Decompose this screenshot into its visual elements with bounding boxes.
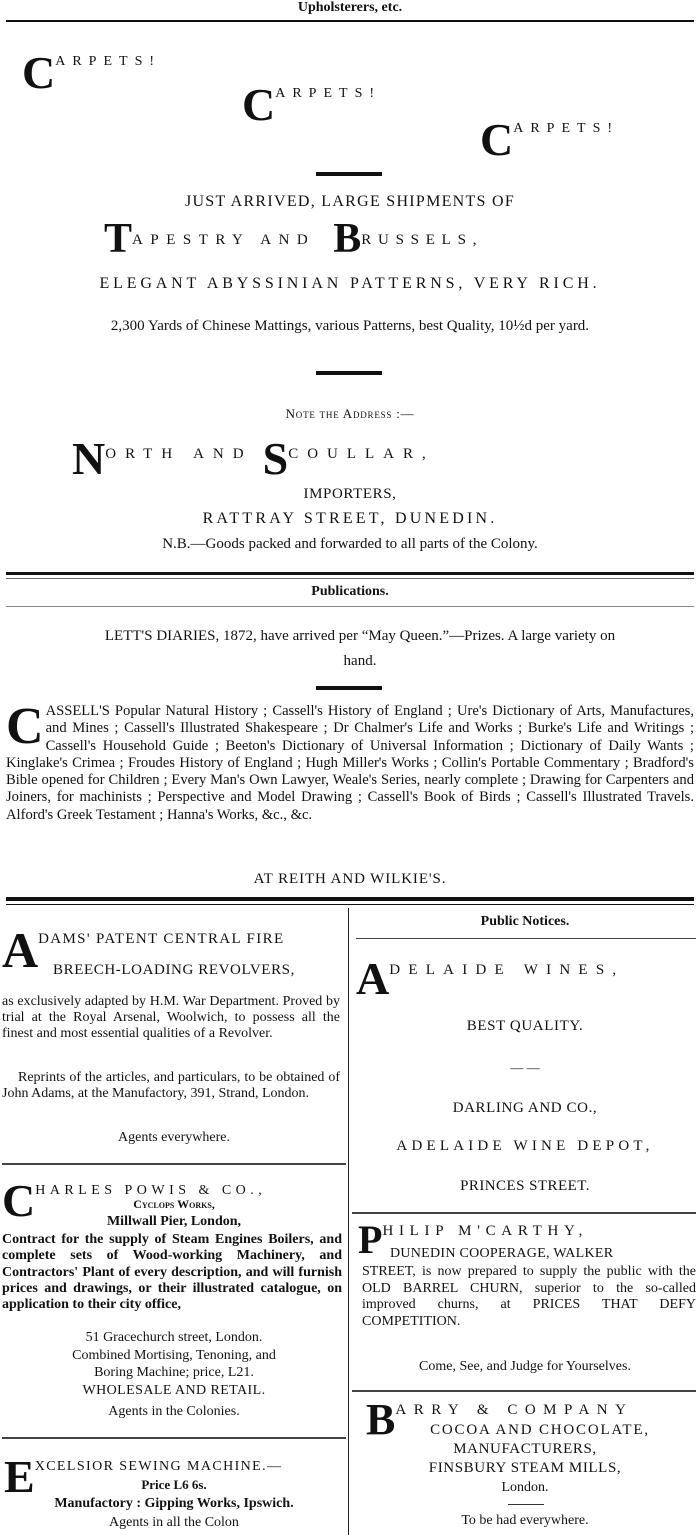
powis-wholesale: WHOLESALE AND RETAIL. bbox=[82, 1383, 266, 1398]
ad-separator bbox=[352, 1212, 696, 1214]
scoullar-initial: S bbox=[262, 433, 289, 484]
carpets-text-1: ARPETS! bbox=[55, 54, 162, 69]
brussels-rest: RUSSELS, bbox=[361, 232, 484, 248]
mccarthy-line2: DUNEDIN COOPERAGE, WALKER bbox=[390, 1246, 614, 1261]
carpets-heading-1 bbox=[22, 47, 162, 98]
publications-heading: Publications. bbox=[311, 584, 389, 599]
mccarthy-para: STREET, is now prepared to supply the public with the OLD BARREL CHURN, superior to the so-called improved churns, at PRICES THAT DEFY COMPETITION. bbox=[362, 1264, 696, 1329]
tapestry-initial: T bbox=[104, 216, 133, 262]
barry-initial: B bbox=[366, 1395, 396, 1444]
section-rule bbox=[6, 897, 694, 901]
barry-line3: MANUFACTURERS, bbox=[453, 1441, 597, 1457]
barry-line2: COCOA AND CHOCOLATE, bbox=[430, 1422, 650, 1438]
carpets-line1: JUST ARRIVED, LARGE SHIPMENTS OF bbox=[184, 193, 516, 210]
cassell-list bbox=[6, 698, 694, 824]
adelaide-depot: ADELAIDE WINE DEPOT, bbox=[396, 1138, 654, 1154]
section-header: Upholsterers, etc. bbox=[297, 0, 403, 15]
carpets-initial: C bbox=[480, 114, 514, 165]
excelsior-agents: Agents in all the Colon bbox=[109, 1515, 239, 1530]
importers: IMPORTERS, bbox=[303, 486, 397, 502]
adams-line2: BREECH-LOADING REVOLVERS, bbox=[53, 962, 295, 978]
carpets-line4: 2,300 Yards of Chinese Mattings, various Patterns, best Quality, 10½d per yard. bbox=[110, 318, 590, 334]
powis-agents: Agents in the Colonies. bbox=[108, 1404, 240, 1419]
adelaide-best: BEST QUALITY. bbox=[466, 1018, 584, 1034]
barry-line5: London. bbox=[501, 1480, 549, 1495]
mccarthy-initial: P bbox=[358, 1217, 383, 1262]
adelaide-dash: — — bbox=[510, 1060, 540, 1075]
powis-millwall: Millwall Pier, London, bbox=[106, 1214, 242, 1229]
north-initial: N bbox=[72, 433, 106, 484]
section-rule bbox=[6, 578, 694, 579]
carpets-heading-3 bbox=[480, 114, 620, 165]
column-divider bbox=[348, 908, 349, 1535]
barry-line4: FINSBURY STEAM MILLS, bbox=[428, 1460, 622, 1476]
north-rest: ORTH AND bbox=[105, 446, 253, 462]
adelaide-heading bbox=[356, 953, 625, 1004]
adelaide-initial: A bbox=[356, 953, 390, 1004]
letts-diaries: LETT'S DIARIES, 1872, have arrived per “May Queen.”—Prizes. A large variety on hand. bbox=[104, 628, 616, 669]
adams-agents: Agents everywhere. bbox=[118, 1130, 230, 1145]
mccarthy-line1: HILIP M'CARTHY, bbox=[382, 1223, 589, 1239]
divider bbox=[316, 371, 382, 375]
tapestry-brussels-line bbox=[104, 218, 483, 260]
cassell-text: ASSELL'S Popular Natural History ; Cassell's History of England ; Ure's Dictionary of Arts, Manufactures, and Mines ; Cassell's Illustrated Shakespeare ; Dr Chalmer's Life and Works ; Burke's Life and Writings ; Cassell's Household Guide ; Beeton's Dictionary of Universal Information ; Dictionary of Daily Wants ; Kinglake's Crimea ; Froudes History of England ; Hugh Miller's Works ; Collin's Portable Commentary ; Bradford's Bible opened for Children ; Every Man's Own Lawyer, Weale's Series, nearly complete ; Drawing for Carpenters and Joiners, for machinists ; Perspective and Model Drawing ; Cassell's Book of Birds ; Cassell's Illustrated Travels. Alford's Greek Testament ; Hanna's Works, &c., &c. bbox=[6, 703, 694, 823]
adams-para2: Reprints of the articles, and particulars, to be obtained of John Adams, at the Manufactory, 391, Strand, London. bbox=[2, 1070, 340, 1101]
divider bbox=[508, 1504, 544, 1505]
excelsior-line1: XCELSIOR SEWING MACHINE.— bbox=[34, 1459, 283, 1474]
carpets-text-2: ARPETS! bbox=[275, 86, 382, 101]
heading-rule bbox=[6, 606, 694, 607]
section-rule bbox=[6, 904, 694, 905]
reith-wilkie: AT REITH AND WILKIE'S. bbox=[253, 871, 447, 887]
brussels-initial: B bbox=[333, 216, 362, 262]
powis-combined1: Combined Mortising, Tenoning, and bbox=[72, 1348, 276, 1363]
powis-cyclops: Cyclops Works, bbox=[133, 1197, 215, 1211]
adams-initial: A bbox=[2, 922, 39, 978]
powis-para: Contract for the supply of Steam Engines Boilers, and complete sets of Wood-working Machinery, and Contractors' Plant of every description, and will furnish prices and drawings, or their illustrated catalogue, on application to their city office, bbox=[2, 1232, 342, 1313]
carpets-heading-2 bbox=[242, 79, 382, 130]
header-rule bbox=[6, 20, 694, 22]
ad-separator bbox=[352, 1390, 696, 1392]
ad-separator bbox=[2, 1163, 346, 1165]
barry-line6: To be had everywhere. bbox=[461, 1513, 589, 1528]
divider bbox=[316, 172, 382, 176]
divider bbox=[316, 686, 382, 690]
rattray-street: RATTRAY STREET, DUNEDIN. bbox=[202, 510, 498, 527]
carpets-text-3: ARPETS! bbox=[513, 121, 620, 136]
powis-address: 51 Gracechurch street, London. bbox=[85, 1330, 263, 1345]
adelaide-line1: DELAIDE WINES, bbox=[389, 962, 625, 978]
excelsior-manufactory: Manufactory : Gipping Works, Ipswich. bbox=[54, 1496, 294, 1511]
powis-combined2: Boring Machine; price, L21. bbox=[94, 1365, 254, 1380]
adams-line1: DAMS' PATENT CENTRAL FIRE bbox=[38, 931, 285, 947]
ad-separator bbox=[2, 1437, 346, 1439]
excelsior-price: Price L6 6s. bbox=[141, 1477, 207, 1492]
address-note: Note the Address :— bbox=[285, 406, 415, 421]
tapestry-rest: APESTRY AND bbox=[132, 232, 316, 248]
cassell-initial: C bbox=[6, 698, 44, 755]
carpets-line3: ELEGANT ABYSSINIAN PATTERNS, VERY RICH. bbox=[99, 275, 601, 292]
adams-para1: as exclusively adapted by H.M. War Department. Proved by trial at the Royal Arsenal, Woolwich, to possess all the finest and most essential qualities of a Revolver. bbox=[2, 994, 340, 1041]
scoullar-rest: COULLAR, bbox=[288, 446, 435, 462]
north-scoullar-line bbox=[72, 433, 435, 484]
nb-line: N.B.—Goods packed and forwarded to all parts of the Colony. bbox=[162, 536, 538, 552]
carpets-initial: C bbox=[242, 79, 276, 130]
section-rule bbox=[6, 572, 694, 575]
powis-line1: HARLES POWIS & CO., bbox=[35, 1183, 267, 1198]
mccarthy-come: Come, See, and Judge for Yourselves. bbox=[419, 1359, 631, 1374]
powis-initial: C bbox=[2, 1175, 36, 1226]
heading-rule bbox=[356, 938, 696, 939]
public-notices-heading: Public Notices. bbox=[480, 914, 570, 929]
excelsior-initial: E bbox=[4, 1451, 35, 1502]
barry-line1: ARRY & COMPANY bbox=[395, 1402, 634, 1418]
carpets-initial: C bbox=[22, 47, 56, 98]
adelaide-darling: DARLING AND CO., bbox=[452, 1100, 598, 1116]
adelaide-princes: PRINCES STREET. bbox=[460, 1178, 590, 1194]
